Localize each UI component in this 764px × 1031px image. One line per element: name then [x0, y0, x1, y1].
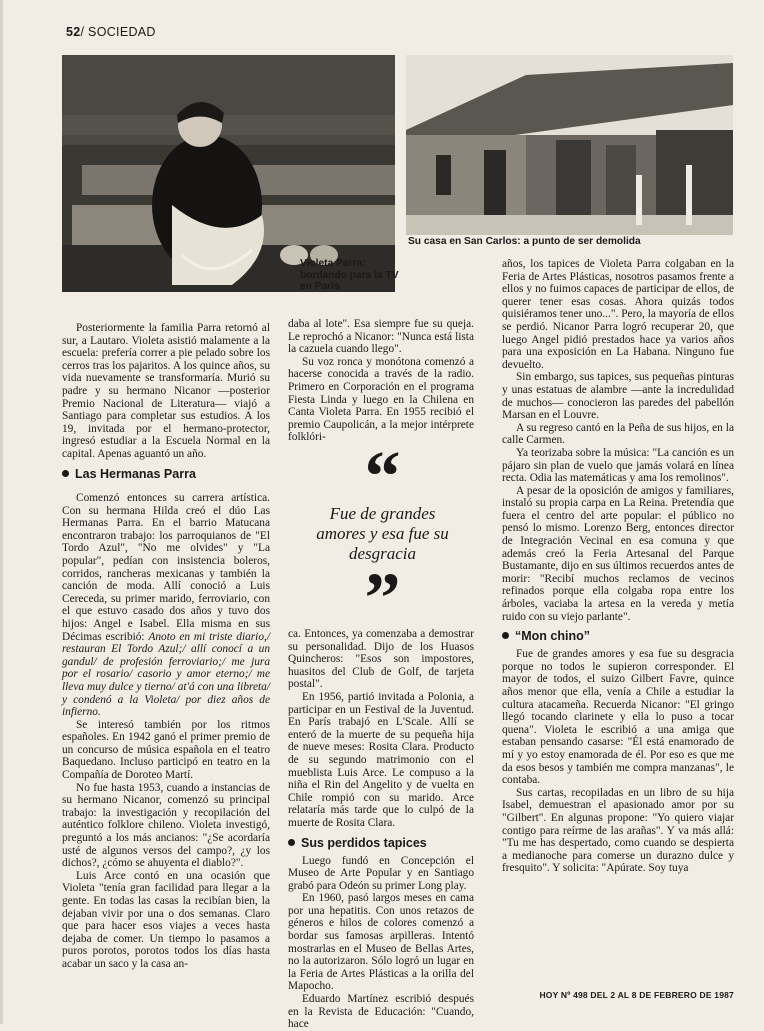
- paragraph: Su voz ronca y monótona comenzó a hacerse conocida a través de la radio. Primero en Corporación en el programa Fiesta Linda y luego en la Chilena en Canta Violeta Parra. En 1955 recibió el premio Caupolicán, a la mejor intérprete folklóri-: [288, 355, 474, 444]
- column-a-top: [62, 322, 270, 486]
- photo-house-image: [406, 55, 733, 235]
- pull-quote-text: Fue de grandes amores y esa fue su desgracia: [316, 504, 449, 563]
- pull-quote: [310, 436, 455, 638]
- photo-house-san-carlos: [406, 55, 733, 235]
- photo-violeta-embroidering: [62, 55, 395, 292]
- section-label: / SOCIEDAD: [80, 25, 156, 39]
- bullet-icon: [62, 470, 69, 477]
- paragraph: No fue hasta 1953, cuando a instancias de su hermano Nicanor, comenzó su principal trabajo: la investigación y recopilación del auténtico folklore chileno. Violeta investigó, preguntó a los más ancianos: "¿Se acordaría usté de algunos versos del campo?, ¿y los dichos?, ¿cómo se ahuyenta el diablo?".: [62, 781, 270, 870]
- bullet-icon: [288, 839, 295, 846]
- photo-violeta-image: [62, 55, 395, 292]
- subheading-mon-chino: [502, 629, 734, 644]
- paragraph: ca. Entonces, ya comenzaba a demostrar su personalidad. Dijo de los Huasos Quincheros: "Esos son impostores, huasitos del Club de Golf, de tarjeta postal".: [288, 628, 474, 691]
- paragraph: Ya teorizaba sobre la música: "La canción es un pájaro sin plan de vuelo que jamás volará en línea recta. Odia las matemáticas y ama los remolinos".: [502, 446, 734, 485]
- subheading-text: “Mon chino”: [515, 629, 590, 644]
- subheading-text: Sus perdidos tapices: [301, 835, 427, 850]
- subheading-tapices: [288, 836, 474, 851]
- paragraph: Eduardo Martínez escribió después en la Revista de Educación: "Cuando, hace: [288, 993, 474, 1031]
- column-b-body: [288, 628, 474, 1031]
- paragraph: Posteriormente la familia Parra retornó al sur, a Lautaro. Violeta asistió malamente a la escuela: prefería correr a pie pelado sobre los cerros tras los pajaritos. A los quince años, su vida nuevamente se transformaría. Murió su padre y su hermano Nicanor —posterior Premio Nacional de Literatura— viajó a Santiago para completar sus estudios. A los 19, invitada por el hermano-protector, ingresó estudiar a la Escuela Normal en la capital. Apenas aguantó un año.: [62, 322, 270, 460]
- caption-violeta: Violeta Parra: bordando para la TV en París: [300, 258, 399, 292]
- bullet-icon: [502, 632, 509, 639]
- paragraph: Luego fundó en Concepción el Museo de Arte Popular y en Santiago grabó para Odeón su primer Long play.: [288, 854, 474, 892]
- column-c: [502, 258, 734, 875]
- page-edge-left: [0, 0, 3, 1024]
- close-quote-icon: ”: [364, 558, 401, 638]
- paragraph-text: Comenzó entonces su carrera artística. Con su hermana Hilda creó el dúo Las Hermanas Parra. En el barrio Matucana encontraron trabajo: los parroquianos de "El Tordo Azul", "No me olvides" y "La popular", pedían con insistencia boleros, corridos, rancheras mexicanas y también la canción de moda. Allí conoció a Luis Cereceda, su primer marido, ferroviario, con el que estuvo casado dos años y tuvo dos hijos: Angel e Isabel. Ella misma en sus Décimas escribió:: [62, 492, 270, 643]
- page-number: 52: [66, 25, 81, 39]
- page-header: [66, 25, 156, 39]
- paragraph: En 1960, pasó largos meses en cama por una hepatitis. Con unos retazos de géneros e hilos de colores comenzó a bordar sus famosas arpilleras. Intentó mostrarlas en el Museo de Bellas Artes, no la autorizaron. Sólo logró un lugar en la Feria de Artes Plásticas a la orilla del Mapocho.: [288, 892, 474, 993]
- paragraph: daba al lote". Esa siempre fue su queja. Le reprochó a Nicanor: "Nunca está lista la cazuela cuando llego".: [288, 318, 474, 356]
- paragraph: Sus cartas, recopiladas en un libro de su hija Isabel, demuestran el apasionado amor por su "Gilbert". En algunas propone: "Yo quiero viajar contigo para reírme de las arañas". Y va más allá: "Tu me has despertado, como cuando se despierta a medianoche para comerse un durazno dulce y fresquito". Y solicita: "Apúrate. Soy tuya: [502, 786, 734, 875]
- subheading-hermanas-parra: [62, 467, 270, 482]
- column-a-body: [62, 492, 270, 971]
- paragraph: Se interesó también por los ritmos españoles. En 1942 ganó el primer premio de un concurso de música española en el teatro Baquedano. Incluso participó en teatro en la Compañía de Doroteo Martí.: [62, 718, 270, 782]
- paragraph: [62, 492, 270, 719]
- column-b-top: [288, 318, 474, 444]
- open-quote-icon: “: [364, 436, 401, 516]
- issue-footer: HOY Nº 498 DEL 2 AL 8 DE FEBRERO DE 1987: [539, 990, 734, 1000]
- paragraph: A pesar de la oposición de amigos y familiares, instaló su propia carpa en La Reina. Pretendía que fuera el centro del arte popular: el público no pensó lo mismo. Lorenzo Berg, entonces director de Integración Vecinal en esa comuna y que además creó la Feria Artesanal del Parque Bustamante, dijo en sus últimos recuerdos antes de morir: "Recibí muchos reclamos de vecinos refinados porque ella colgaba ropa entre los árboles, vaciaba la artesa en la vereda y metía ruido con su viejo parlante".: [502, 484, 734, 623]
- paragraph: años, los tapices de Violeta Parra colgaban en la Feria de Artes Plásticas, nosotros pasamos frente a ellos y no fuimos capaces de participar de ellos, de querer tener esas cosas. Ahora quizás todos quisiéramos tener uno...". Pero, la mayoría de ellos se perdió. Nicanor Parra logró recuperar 20, que luego Angel pidió prestados hace ya varios años para una exposición en La Habana. Ninguno fue devuelto.: [502, 258, 734, 371]
- paragraph: Sin embargo, sus tapices, sus pequeñas pinturas y unas estatuas de alambre —ante la incredulidad de muchos— conocieron las paredes del pabellón Marsan en el Louvre.: [502, 371, 734, 422]
- caption-house: Su casa en San Carlos: a punto de ser demolida: [408, 236, 641, 247]
- paragraph: Fue de grandes amores y esa fue su desgracia porque no todos le supieron corresponder. El mayor de todos, el suizo Gilbert Favre, quince años menor que ella, venía a Chile a estudiar la cultura atacameña. Recuerda Nicanor: "El gringo llegó tocando clarinete y ella lo puso a tocar quena". Violeta le escribió a una amiga que estaban pensando casarse: "Él está enamorado de mí y yo estoy enamorada de él. Por eso es que me da esos besos y también me compra manzanas", le contaba.: [502, 648, 734, 787]
- subheading-text: Las Hermanas Parra: [75, 466, 196, 481]
- paragraph: Luis Arce contó en una ocasión que Violeta "tenía gran facilidad para llegar a la gente. En todas las casas la recibían bien, la dejaban vivir por una o dos semanas. Claro que para hacer esos viajes a veces hasta dejaba de comer. Un tiempo lo pasamos a puros porotos, porotos todos los días hasta acabar un saco y la casa an-: [62, 869, 270, 970]
- paragraph: A su regreso cantó en la Peña de sus hijos, en la calle Carmen.: [502, 421, 734, 447]
- paragraph: En 1956, partió invitada a Polonia, a participar en un Festival de la Juventud. En París trabajó en L'Scale. Allí se enteró de la muerte de su pequeña hija de nueve meses: Rosita Clara. Producto de su segundo matrimonio con el mueblista Luis Arce. Le compuso a la niña el Rin del Angelito y de vuelta en Chile rompió con su marido. Arce relataría más tarde que lo culpó de la muerte de Rosita Clara.: [288, 690, 474, 829]
- decimas-quote: Anoto en mi triste diario,/ restauran El Tordo Azul;/ allí conocí a un gandul/ de profesión ferroviario;/ me jura por el rosario/ casorio y amor eterno;/ me lleva muy dulce y tierno/ at'á con una libreta/ y condenó a la Violeta/ por diez años de infierno.: [62, 630, 270, 719]
